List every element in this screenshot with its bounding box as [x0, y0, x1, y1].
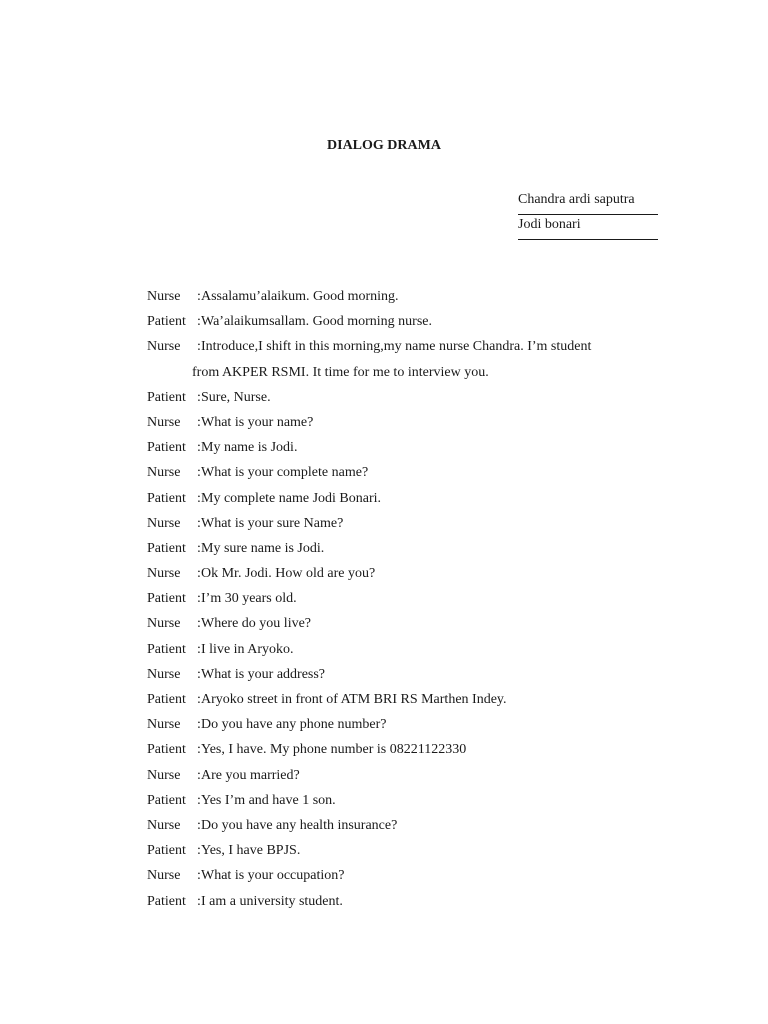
dialog-line [147, 690, 647, 715]
dialog-text: What is your name? [201, 414, 314, 430]
dialog-text: My name is Jodi. [201, 440, 298, 456]
dialog-line [147, 740, 647, 765]
author-name: Jodi bonari [518, 215, 658, 240]
dialog-line [147, 388, 647, 413]
speaker-separator: : [197, 389, 201, 405]
speaker-label: Patient [147, 641, 186, 657]
dialog-line [147, 791, 647, 816]
document-title: DIALOG DRAMA [327, 138, 441, 153]
dialog-line [147, 363, 647, 388]
dialog-line [147, 413, 647, 438]
speaker-separator: : [197, 641, 201, 657]
speaker-separator: : [197, 414, 201, 430]
speaker-separator: : [197, 616, 201, 632]
speaker-separator: : [197, 767, 201, 783]
speaker-label: Patient [147, 540, 186, 556]
dialog-text: Yes, I have BPJS. [201, 843, 301, 859]
dialog-line [147, 337, 647, 362]
dialog-text: Ok Mr. Jodi. How old are you? [201, 566, 376, 582]
speaker-label: Nurse [147, 339, 181, 355]
dialog-text: Where do you live? [201, 616, 312, 632]
speaker-separator: : [197, 817, 201, 833]
speaker-label: Nurse [147, 868, 181, 884]
speaker-label: Nurse [147, 616, 181, 632]
speaker-separator: : [197, 792, 201, 808]
author-list [518, 190, 658, 240]
speaker-separator: : [197, 868, 201, 884]
speaker-label: Patient [147, 843, 186, 859]
dialog-line [147, 514, 647, 539]
author-name: Chandra ardi saputra [518, 190, 658, 215]
dialog-line [147, 665, 647, 690]
speaker-separator: : [197, 566, 201, 582]
dialog-line [147, 589, 647, 614]
dialog-line [147, 614, 647, 639]
speaker-label: Nurse [147, 566, 181, 582]
speaker-separator: : [197, 591, 201, 607]
speaker-label: Nurse [147, 717, 181, 733]
speaker-label: Nurse [147, 666, 181, 682]
dialog-line [147, 312, 647, 337]
dialog-line [147, 715, 647, 740]
speaker-label: Nurse [147, 817, 181, 833]
speaker-label: Patient [147, 440, 186, 456]
dialog-text: Yes I’m and have 1 son. [201, 792, 336, 808]
speaker-label: Nurse [147, 515, 181, 531]
dialog-text: What is your address? [201, 666, 326, 682]
dialog-text: What is your occupation? [201, 868, 345, 884]
speaker-label: Patient [147, 742, 186, 758]
speaker-label: Nurse [147, 414, 181, 430]
dialog-text: I am a university student. [201, 893, 343, 909]
speaker-separator: : [197, 339, 201, 355]
dialog-text: Wa’alaikumsallam. Good morning nurse. [201, 314, 432, 330]
dialog-text: My sure name is Jodi. [201, 540, 325, 556]
speaker-separator: : [197, 893, 201, 909]
dialog-line [147, 287, 647, 312]
speaker-label: Nurse [147, 465, 181, 481]
dialog-line [147, 640, 647, 665]
speaker-label: Patient [147, 490, 186, 506]
dialog-text: Do you have any phone number? [201, 717, 387, 733]
dialog-text: What is your complete name? [201, 465, 369, 481]
dialog-line [147, 816, 647, 841]
dialog-text: Assalamu’alaikum. Good morning. [201, 289, 399, 304]
dialog-text: Aryoko street in front of ATM BRI RS Marthen Indey. [201, 692, 507, 707]
speaker-label: Patient [147, 692, 186, 707]
speaker-label: Patient [147, 389, 186, 405]
dialog-text: from AKPER RSMI. It time for me to interview you. [192, 364, 489, 380]
dialog-text: Are you married? [201, 767, 300, 783]
dialog-text: Sure, Nurse. [201, 389, 271, 405]
dialog-text: Introduce,I shift in this morning,my name nurse Chandra. I’m student [201, 339, 592, 355]
speaker-separator: : [197, 843, 201, 859]
speaker-separator: : [197, 490, 201, 506]
speaker-label: Patient [147, 314, 186, 330]
dialog-line [147, 489, 647, 514]
speaker-label: Nurse [147, 289, 181, 304]
dialog-line [147, 766, 647, 791]
speaker-label: Patient [147, 893, 186, 909]
dialog-transcript [147, 287, 647, 917]
dialog-text: My complete name Jodi Bonari. [201, 490, 382, 506]
dialog-line [147, 463, 647, 488]
dialog-text: I’m 30 years old. [201, 591, 297, 607]
dialog-line [147, 539, 647, 564]
speaker-separator: : [197, 717, 201, 733]
speaker-label: Patient [147, 591, 186, 607]
speaker-label: Nurse [147, 767, 181, 783]
speaker-separator: : [197, 440, 201, 456]
dialog-line [147, 892, 647, 917]
speaker-separator: : [197, 540, 201, 556]
dialog-line [147, 564, 647, 589]
dialog-line [147, 438, 647, 463]
dialog-text: Do you have any health insurance? [201, 817, 398, 833]
dialog-line [147, 866, 647, 891]
dialog-text: I live in Aryoko. [201, 641, 294, 657]
speaker-separator: : [197, 692, 201, 707]
speaker-separator: : [197, 666, 201, 682]
dialog-text: What is your sure Name? [201, 515, 344, 531]
dialog-line [147, 841, 647, 866]
speaker-separator: : [197, 742, 201, 758]
speaker-separator: : [197, 314, 201, 330]
dialog-text: Yes, I have. My phone number is 08221122330 [201, 742, 467, 758]
speaker-separator: : [197, 289, 201, 304]
speaker-separator: : [197, 465, 201, 481]
speaker-label: Patient [147, 792, 186, 808]
speaker-separator: : [197, 515, 201, 531]
